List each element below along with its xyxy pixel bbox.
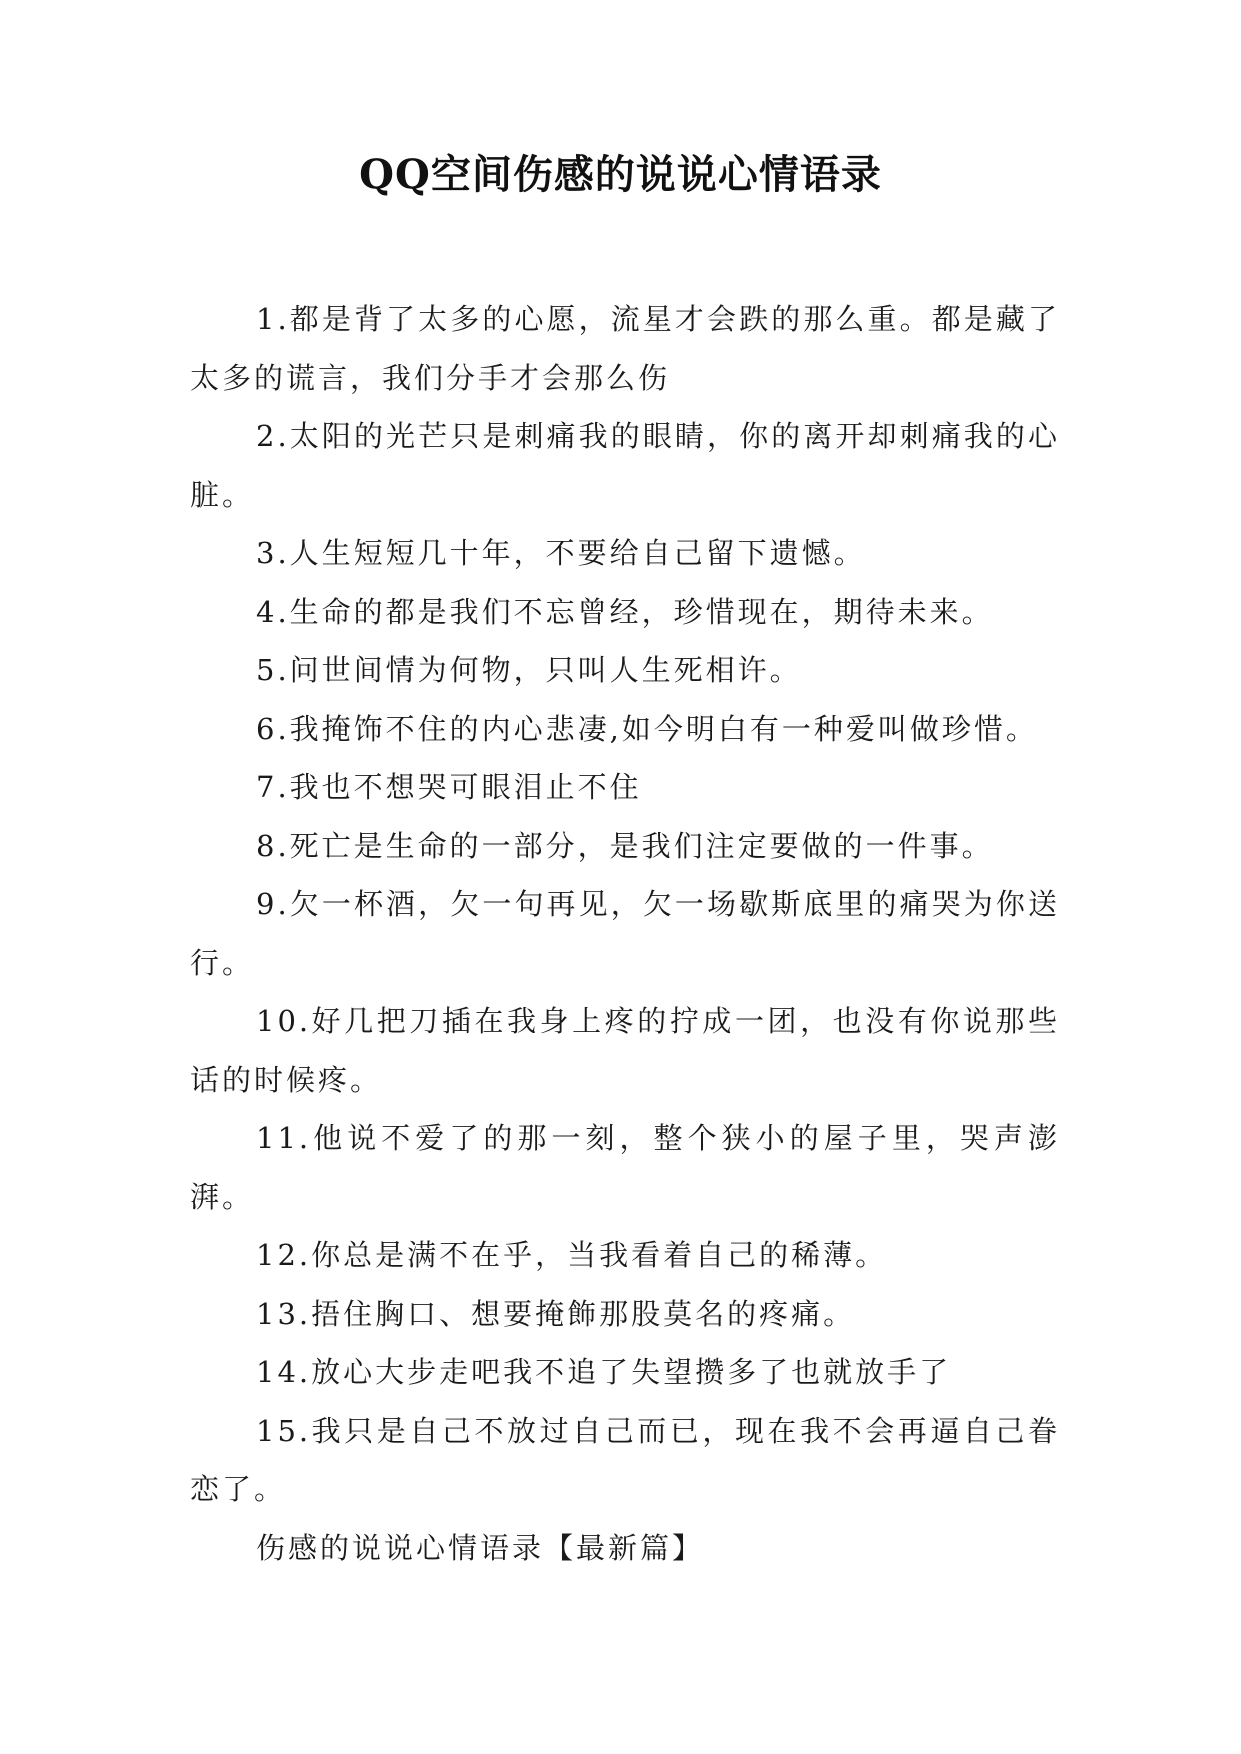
document-title: QQ空间伤感的说说心情语录 [359, 151, 882, 198]
paragraph-2: 2.太阳的光芒只是刺痛我的眼睛，你的离开却刺痛我的心脏。 [190, 419, 1060, 512]
paragraph-4: 4.生命的都是我们不忘曾经，珍惜现在，期待未来。 [256, 594, 994, 629]
paragraph-7: 7.我也不想哭可眼泪止不住 [256, 770, 642, 804]
document-body [190, 290, 1060, 1577]
paragraph-15: 15.我只是自己不放过自己而已，现在我不会再逼自己眷恋了。 [190, 1413, 1060, 1506]
paragraph-14: 14.放心大步走吧我不追了失望攒多了也就放手了 [256, 1355, 952, 1389]
paragraph-12: 12.你总是满不在乎，当我看着自己的稀薄。 [256, 1238, 888, 1272]
section-heading: 伤感的说说心情语录【最新篇】 [256, 1530, 705, 1565]
paragraph-13: 13.捂住胸口、想要掩飾那股莫名的疼痛。 [256, 1296, 856, 1331]
paragraph-3: 3.人生短短几十年，不要给自己留下遗憾。 [256, 536, 866, 570]
paragraph-6: 6.我掩饰不住的内心悲凄,如今明白有一种爱叫做珍惜。 [256, 711, 1038, 746]
paragraph-10: 10.好几把刀插在我身上疼的拧成一团，也没有你说那些话的时候疼。 [190, 1004, 1060, 1097]
paragraph-8: 8.死亡是生命的一部分，是我们注定要做的一件事。 [256, 828, 994, 863]
paragraph-5: 5.问世间情为何物，只叫人生死相许。 [256, 653, 802, 687]
paragraph-9: 9.欠一杯酒，欠一句再见，欠一场歇斯底里的痛哭为你送行。 [190, 887, 1060, 980]
paragraph-11: 11.他说不爱了的那一刻，整个狭小的屋子里，哭声澎湃。 [190, 1121, 1060, 1214]
paragraph-1: 1.都是背了太多的心愿，流星才会跌的那么重。都是藏了太多的谎言，我们分手才会那么伤 [190, 302, 1060, 395]
